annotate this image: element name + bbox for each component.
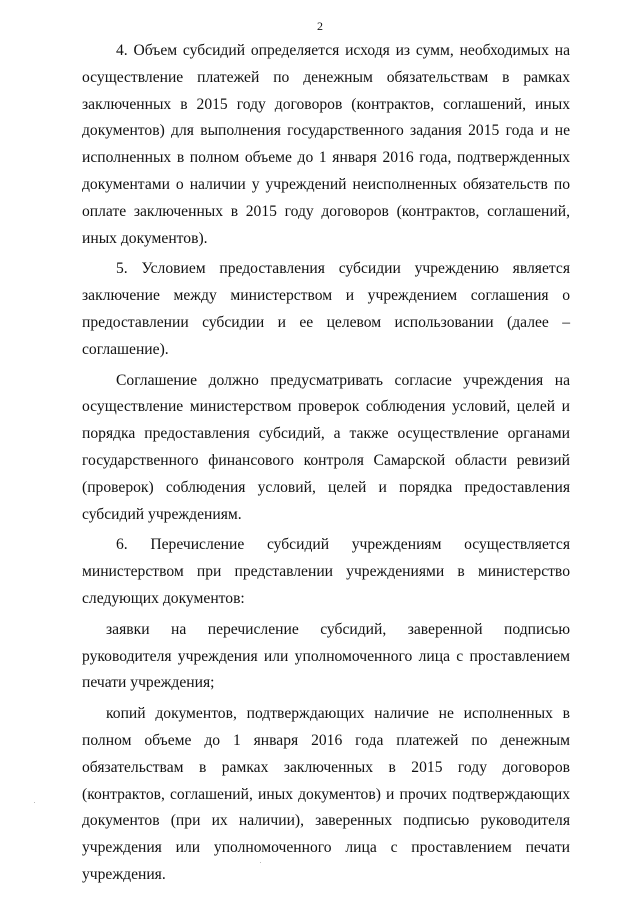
paragraph-6-transfer-documents: 6. Перечисление субсидий учреждениям осуществляется министерством при представлении учреждениями в министерство следующих документов: bbox=[82, 536, 570, 607]
page-number: 2 bbox=[317, 19, 323, 33]
scan-speck bbox=[34, 802, 35, 803]
scan-speck bbox=[260, 862, 261, 863]
list-item-transfer-request: заявки на перечисление субсидий, заверенной подписью руководителя учреждения или уполномоченного лица с проставлением печати учреждения; bbox=[82, 620, 570, 692]
paragraph-5-subsidy-condition: 5. Условием предоставления субсидии учреждению является заключение между министерством и учреждением соглашения о предоставлении субсидии и ее целевом использовании (далее – соглашение). bbox=[82, 260, 570, 358]
paragraph-agreement-terms: Соглашение должно предусматривать согласие учреждения на осуществление министерством проверок соблюдения условий, целей и порядка предоставления субсидий, а также осуществление органами государственного финансового контроля Самарской области ревизий (проверок) соблюдения условий, целей и порядка предоставления субсидий учреждениям. bbox=[82, 371, 570, 523]
document-body bbox=[82, 38, 570, 893]
list-item-document-copies: копий документов, подтверждающих наличие не исполненных в полном объеме до 1 января 2016 года платежей по денежным обязательствам в рамках заключенных в 2015 году договоров (контрактов, соглашений, иных документов) и прочих подтверждающих документов (при их наличии), заверенных подписью руководителя учреждения или уполномоченного лица с проставлением печати учреждения. bbox=[82, 705, 570, 883]
paragraph-4-subsidy-volume: 4. Объем субсидий определяется исходя из сумм, необходимых на осуществление платежей по денежным обязательствам в рамках заключенных в 2015 году договоров (контрактов, соглашений, иных документов) для выполнения государственного задания 2015 года и не исполненных в полном объеме до 1 января 2016 года, подтвержденных документами о наличии у учреждений неисполненных обязательств по оплате заключенных в 2015 году договоров (контрактов, соглашений, иных документов). bbox=[82, 42, 570, 247]
